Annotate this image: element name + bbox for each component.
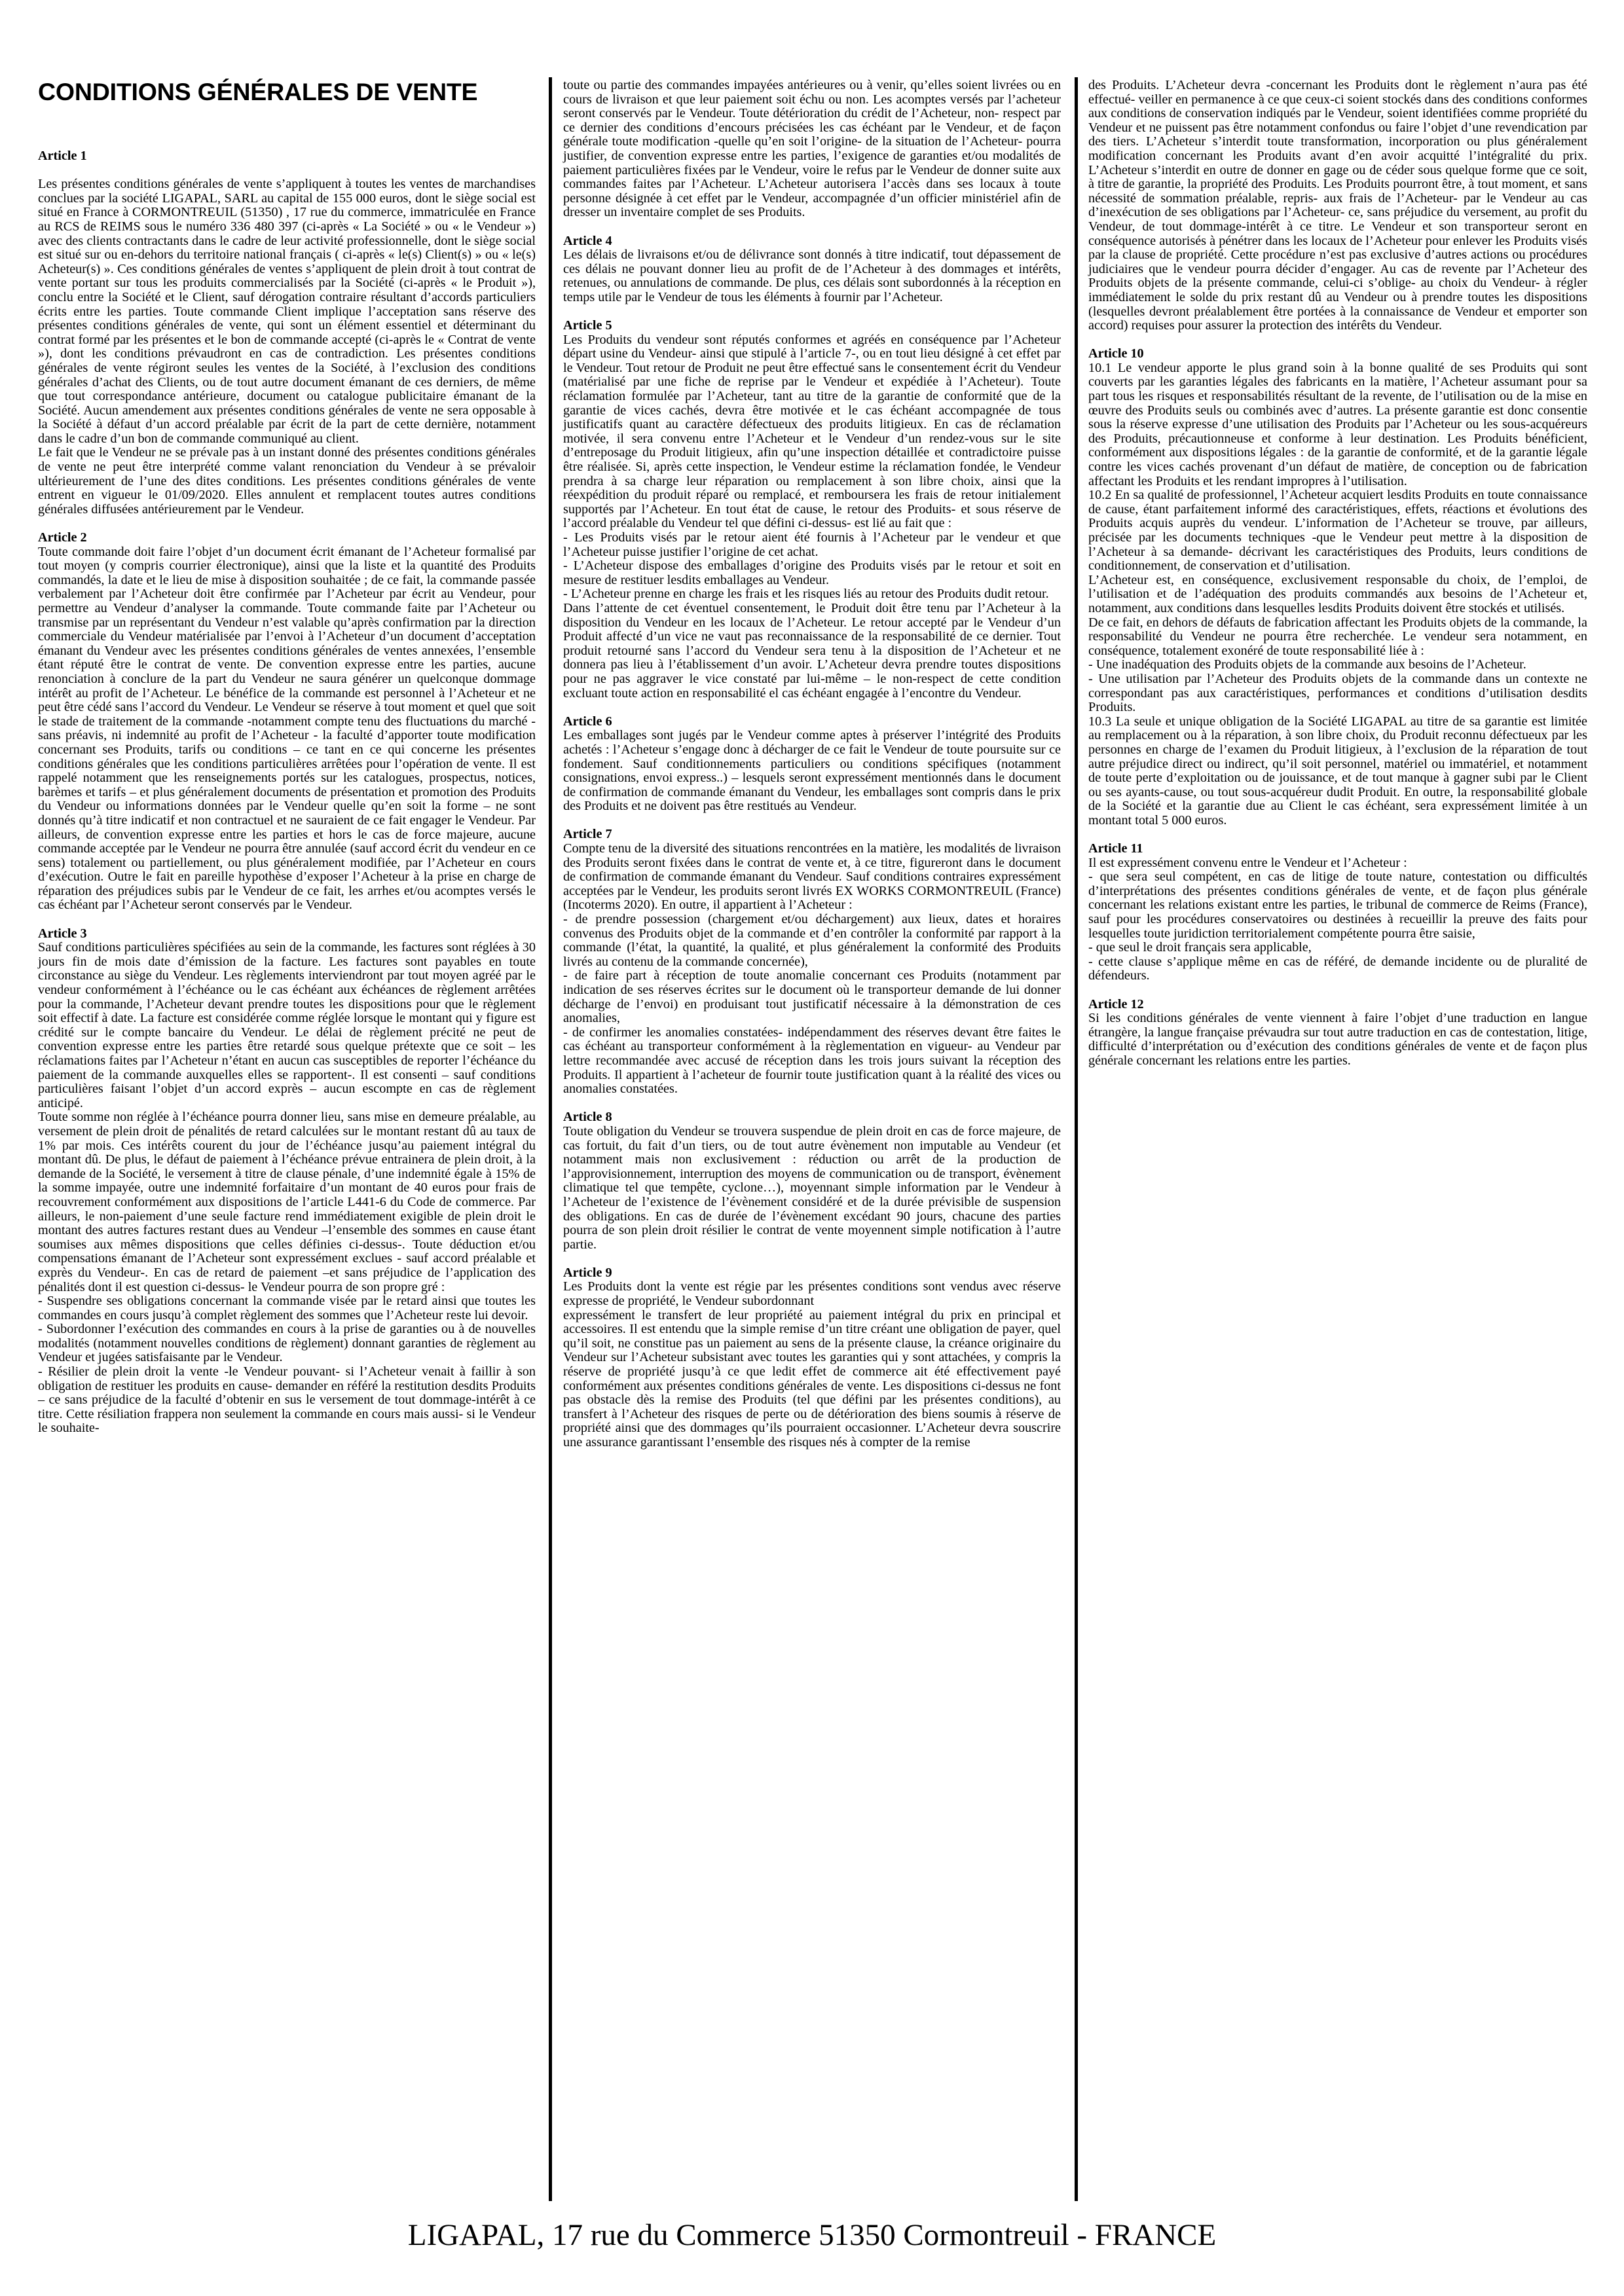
column-divider-1 (549, 77, 552, 2201)
list-item: - que seul le droit français sera applicable, (1088, 940, 1312, 955)
article-paragraph: Les Produits dont la vente est régie par les présentes conditions sont vendus avec réserve expresse de propriété, le Vendeur subordonnant (563, 1279, 1061, 1309)
list-item: - L’Acheteur prenne en charge les frais et les risques liés au retour des Produits dudit retour. (563, 587, 1049, 602)
list-item: - Les Produits visés par le retour aient été fournis à l’Acheteur par le vendeur et que l’Acheteur puisse justifier l’origine de cet achat. (563, 530, 1061, 559)
column-3-articles (1088, 79, 1587, 1068)
article-paragraph: Les délais de livraisons et/ou de délivrance sont donnés à titre indicatif, tout dépassement de ces délais ne pouvant donner lieu au profit de de l’Acheteur à des dommages et intérêts, retenues, ou annulations de commande. De plus, ces délais sont subordonnés à la réception en temps utile par le Vendeur de tous les éléments à fournir par l’Acheteur. (563, 247, 1061, 304)
article-paragraph: Toute obligation du Vendeur se trouvera suspendue de plein droit en cas de force majeure, de cas fortuit, du fait d’un tiers, ou de tout autre évènement non imputable au Vendeur (et notamment mais non exclusivement : réduction ou arrêt de la production de l’approvisionnement, interruption des moyens de communication ou de transport, évènement climatique tel que tempête, cyclone…), moyennant simple information par le Vendeur à l’Acheteur de l’existence de l’évènement considéré et de la durée prévisible de suspension des obligations. En cas de durée de l’évènement excédant 90 jours, chacune des parties pourra de son plein droit résilier le contrat de vente moyennent simple notification à l’autre partie. (563, 1123, 1061, 1252)
article-paragraph: Si les conditions générales de vente viennent à faire l’objet d’une traduction en langue étrangère, la langue française prévaudra sur tout autre traduction en cas de contestation, litige, difficulté d’interprétation ou d’exécution des conditions générales de vente et de façon plus générale concernant les relations entre les parties. (1088, 1011, 1587, 1068)
article-12 (1088, 998, 1587, 1068)
article-paragraph: Compte tenu de la diversité des situations rencontrées en la matière, les modalités de livraison des Produits seront fixées dans le contrat de vente et, à ce titre, figureront dans le document de confirmation de commande émanant du Vendeur. Sauf conditions contraires expressément acceptées par le Vendeur, les produits seront livrés EX WORKS CORMONTREUIL (France) (Incoterms 2020). En outre, il appartient à l’Acheteur : (563, 841, 1061, 913)
column-2-articles (563, 79, 1061, 1450)
article-heading: Article 10 (1088, 346, 1144, 361)
article-3 (38, 927, 536, 1436)
list-item: - Suspendre ses obligations concernant la commande visée par le retard ainsi que toutes les commandes en cours jusqu’à complet règlement des sommes que l’Acheteur reste lui devoir. (38, 1294, 536, 1322)
article-paragraph: 10.3 La seule et unique obligation de la Société LIGAPAL au titre de sa garantie est limitée au remplacement ou à la réparation, à son libre choix, du Produit reconnu défectueux par les personnes en charge de l’examen du Produit litigieux, à l’exclusion de la réparation de tout autre préjudice direct ou indirect, qu’il soit personnel, matériel ou immatériel, et notamment de toute perte d’exploitation ou de jouissance, et de tout manque à gagner subi par le Client ou ses ayants-cause, ou tout sous-acquéreur dudit Produit. En outre, la responsabilité globale de la Société et la garantie due au Client le cas échéant, sera expressément limitée à un montant total 5 000 euros. (1088, 714, 1587, 828)
article-paragraph: Le fait que le Vendeur ne se prévale pas à un instant donné des présentes conditions générales de vente ne peut être interprété comme valant renonciation du Vendeur à se prévaloir ultérieurement de l’une des dites conditions. Les présentes conditions générales de vente entrent en vigueur le 01/09/2020. Elles annulent et remplacent toutes autres conditions générales diffusées antérieurement par le Vendeur. (38, 445, 536, 517)
article-heading: Article 8 (563, 1110, 612, 1125)
article-heading: Article 4 (563, 233, 612, 248)
article-paragraph: Il est expressément convenu entre le Vendeur et l’Acheteur : (1088, 855, 1407, 870)
document-title: CONDITIONS GÉNÉRALES DE VENTE (38, 78, 478, 105)
article-paragraph: Sauf conditions particulières spécifiées au sein de la commande, les factures sont réglées à 30 jours fin de mois date d’émission de la facture. Les factures sont payables en toute circonstance au siège du Vendeur. Les règlements interviendront par tout moyen agréé par le vendeur conformément à l’échéance ou le cas échéant aux échéances de règlement arrêtées pour la commande, l’Acheteur devant prendre toutes les dispositions pour que le règlement soit effectif à date. La facture est considérée comme réglée lorsque le montant qui y figure est crédité sur le compte bancaire du Vendeur. Le délai de règlement précité ne peut de convention expresse entre les parties être retardé sous quelque prétexte que ce soit – les réclamations faites par l’Acheteur n’étant en aucun cas susceptibles de reporter l’échéance du paiement de la commande auxquelles elles se rapportent-. Il est consenti – sauf conditions particulières faisant l’objet d’un accord exprès – aucun escompte en cas de règlement anticipé. (38, 940, 536, 1110)
article-paragraph: Toute commande doit faire l’objet d’un document écrit émanant de l’Acheteur formalisé par tout moyen (y compris courrier électronique), ainsi que la liste et la quantité des Produits commandés, la date et le lieu de mise à disposition souhaitée ; de ce fait, la commande passée verbalement par l’Acheteur doit être confirmée par l’Acheteur par écrit au Vendeur, pour permettre au Vendeur d’analyser la commande. Toute commande faite par l’Acheteur ou transmise par un représentant du Vendeur n’est valable qu’après confirmation par la direction commerciale du Vendeur matérialisée par l’envoi à l’Acheteur d’un document d’acceptation émanant du Vendeur avec les présentes conditions générales de ventes annexées, l’ensemble étant réputé être le contrat de vente. De convention expresse entre les parties, aucune renonciation à conclure de la part du Vendeur ne saura générer un quelconque dommage intérêt au profit de l’Acheteur. Le bénéfice de la commande est personnel à l’Acheteur et ne peut être cédé sans l’accord du Vendeur. Le Vendeur se réserve à tout moment et quel que soit le stade de traitement de la commande -notamment compte tenu des fluctuations du marché -sans préavis, ni indemnité au profit de l’Acheteur - la faculté d’apporter toute modification concernant ses Produits, tarifs ou conditions – ce tant en ce qui concerne les présentes conditions générales que les conditions particulières arrêtées pour l’opération de vente. Il est rappelé notamment que les renseignements portés sur les catalogues, prospectus, notices, barèmes et tarifs – et plus généralement documents de présentation et promotion des Produits du Vendeur ou informations données par le Vendeur quelle qu’en soit la forme – ne sont donnés qu’à titre indicatif et non contractuel et ne sauraient de ce fait engager le Vendeur. Par ailleurs, de convention expresse entre les parties et hors le cas de force majeure, aucune commande acceptée par le Vendeur ne pourra être annulée (sauf accord écrit du vendeur en ce sens) totalement ou partiellement, ou plus généralement modifiée, par l’Acheteur en cours d’exécution. Outre le fait en pareille hypothèse d’exposer l’Acheteur à la prise en charge de réparation des préjudices subis par le Vendeur de ce fait, les arrhes et/ou acomptes versés le cas échéant par l’Acheteur seront conservés par le Vendeur. (38, 544, 536, 913)
list-item: - Une inadéquation des Produits objets de la commande aux besoins de l’Acheteur. (1088, 657, 1526, 672)
article-continuation (563, 79, 1061, 220)
article-paragraph: expressément le transfert de leur propriété au paiement intégral du prix en principal et accessoires. Il est entendu que la simple remise d’un titre créant une obligation de payer, quel qu’il soit, ne constitue pas un paiement au sens de la présente clause, la créance originaire du Vendeur sur l’Acheteur subsistant avec toutes les garanties qui y sont attachées, y compris la réserve de propriété jusqu’à ce que ledit effet de commerce ait été effectivement payé conformément aux présentes conditions générales de vente. Les dispositions ci-dessus ne font pas obstacle dès la remise des Produits (tel que défini par les présentes conditions), au transfert à l’Acheteur des risques de perte ou de détérioration des biens soumis à réserve de propriété ainsi que des dommages qu’ils pourraient occasionner. L’Acheteur devra souscrire une assurance garantissant l’ensemble des risques nés à compter de la remise (563, 1307, 1061, 1449)
article-5 (563, 319, 1061, 701)
list-item: - Résilier de plein droit la vente -le Vendeur pouvant- si l’Acheteur venait à faillir à son obligation de restituer les produits en cause- demander en référé la restitution desdits Produits – ce sans préjudice de la faculté d’obtenir en sus le versement de tout dommage-intérêt à ce titre. Cette résiliation frappera non seulement la commande en cours mais aussi- si le Vendeur le souhaite- (38, 1364, 536, 1436)
article-heading: Article 7 (563, 827, 612, 842)
list-item: - Une utilisation par l’Acheteur des Produits objets de la commande dans un contexte ne correspondant pas aux caractéristiques, performances et conditions d’utilisation desdits Produits. (1088, 671, 1587, 715)
article-8 (563, 1110, 1061, 1252)
column-3 (1088, 79, 1587, 1082)
article-heading: Article 6 (563, 714, 612, 729)
list-item: - de prendre possession (chargement et/ou déchargement) aux lieux, dates et horaires convenus des Produits objet de la commande et d’en contrôler la conformité par rapport à la commande (l’état, la quantité, la qualité, et plus généralement la conformité des Produits livrés au contenu de la commande concernée), (563, 912, 1061, 969)
article-heading: Article 11 (1088, 841, 1143, 856)
article-6 (563, 715, 1061, 814)
column-divider-2 (1075, 77, 1078, 2201)
article-paragraph: 10.1 Le vendeur apporte le plus grand soin à la bonne qualité de ses Produits qui sont couverts par les garanties légales des fabricants en la matière, l’Acheteur assumant pour sa part tous les risques et responsabilités résultant de la revente, de l’utilisation ou de la mise en œuvre des Produits seuls ou combinés avec d’autres. La présente garantie est donc consentie sous la réserve expresse d’une utilisation des Produits par l’Acheteur ou les sous-acquéreurs des Produits, précautionneuse et conforme à leur destination. Les Produits bénéficient, conformément aux dispositions légales : de la garantie de conformité, et de la garantie légale contre les vices cachés provenant d’un défaut de matière, de conception ou de fabrication affectant les Produits et les rendant impropres à l’utilisation. (1088, 360, 1587, 488)
list-item: - de faire part à réception de toute anomalie concernant ces Produits (notamment par indication de ses réserves écrites sur le document où le transporteur demande de lui donner décharge de l’envoi) en produisant tout justificatif nécessaire à la démonstration de ces anomalies, (563, 968, 1061, 1026)
article-paragraph: des Produits. L’Acheteur devra -concernant les Produits dont le règlement n’aura pas été effectué- veiller en permanence à ce que ceux-ci soient stockés dans des conditions conformes aux conditions de conservation indiqués par le Vendeur, soient identifiées comme propriété du Vendeur et ne puissent pas être notamment confondus ou faire l’objet d’une revendication par des tiers. L’Acheteur s’interdit toute transformation, incorporation ou plus généralement modification concernant les Produits avant d’en avoir acquitté l’intégralité du prix. L’Acheteur s’interdit en outre de donner en gage ou de céder sous quelque forme que ce soit, à titre de garantie, la propriété des Produits. Les Produits pourront être, à tout moment, et sans nécessité de sommation préalable, repris- aux frais de l’Acheteur- par le Vendeur au cas d’inexécution de ses obligations par l’Acheteur- ce, sans préjudice du versement, au profit du Vendeur, de tout dommage-intérêt à ce titre. Le Vendeur et son transporteur seront en conséquence autorisés à pénétrer dans les locaux de l’Acheteur pour enlever les Produits visés par la clause de propriété. Cette procédure n’est pas exclusive d’autres actions ou procédures judiciaires que le vendeur pourra décider d’engager. Au cas de revente par l’Acheteur des Produits objets de la présente commande, celui-ci s’oblige- au choix du Vendeur- à régler immédiatement le solde du prix restant dû au Vendeur ou à prendre toutes les dispositions (lesquelles devront préalablement être portées à la connaissance de Vendeur et emporter son accord) requises pour assurer la protection des intérêts du Vendeur. (1088, 78, 1587, 333)
article-2 (38, 531, 536, 913)
article-paragraph: Les emballages sont jugés par le Vendeur comme aptes à préserver l’intégrité des Produits achetés : l’Acheteur s’engage donc à décharger de ce fait le Vendeur de toute poursuite sur ce fondement. Sauf conditionnements particuliers ou conditions spécifiques (notamment consignations, envoi express..) – lesquels seront expressément mentionnés dans le document de confirmation de commande émanant du Vendeur, les emballages sont compris dans le prix des Produits et ne doivent pas être restitués au Vendeur. (563, 728, 1061, 814)
article-paragraph: Toute somme non réglée à l’échéance pourra donner lieu, sans mise en demeure préalable, au versement de plein droit de pénalités de retard calculées sur le montant restant dû au taux de 1% par mois. Ces intérêts courent du jour de l’échéance jusqu’au paiement intégral du montant dû. De plus, le défaut de paiement à l’échéance prévue entrainera de plein droit, à la demande de la Société, le versement à titre de clause pénale, d’une indemnité égale à 15% de la somme impayée, outre une indemnité forfaitaire d’un montant de 40 euros pour frais de recouvrement conformément aux dispositions de l’article L441-6 du Code de commerce. Par ailleurs, le non-paiement d’une seule facture rend immédiatement exigible de plein droit le montant des autres factures restant dues au Vendeur –l’ensemble des sommes en cause étant soumises aux mêmes dispositions que celles définies ci-dessus-. Toute déduction et/ou compensations émanant de l’Acheteur sont expressément exclues - sauf accord préalable et exprès du Vendeur-. En cas de retard de paiement –et sans préjudice de l’application des pénalités dont il est question ci-dessus- le Vendeur pourra de son propre gré : (38, 1110, 536, 1294)
article-1 (38, 149, 536, 517)
article-heading: Article 3 (38, 926, 87, 941)
list-item: - que sera seul compétent, en cas de litige de toute nature, contestation ou difficultés d’interprétations des présentes conditions générales de vente, et de façon plus générale concernant les relations existant entre les parties, le tribunal de commerce de Reims (France), sauf pour les procédures conservatoires ou destinées à recueillir la preuve des faits pour lesquelles toute juridiction territorialement compétente pourra être saisie, (1088, 869, 1587, 941)
article-11 (1088, 842, 1587, 983)
article-paragraph: L’Acheteur est, en conséquence, exclusivement responsable du choix, de l’emploi, de l’utilisation et de l’adéquation des produits commandés aux besoins de l’Acheteur et, notamment, aux conditions dans lesquelles lesdits Produits doivent être stockés et utilisés. (1088, 572, 1587, 615)
column-1 (38, 65, 536, 1450)
list-item: - cette clause s’applique même en cas de référé, de demande incidente ou de pluralité de défendeurs. (1088, 954, 1587, 983)
list-item: - Subordonner l’exécution des commandes en cours à la prise de garanties ou à de nouvelles modalités (notamment nouvelles conditions de règlement) donnant garanties de règlement au Vendeur et jugées satisfaisante par le Vendeur. (38, 1322, 536, 1365)
column-2 (563, 79, 1061, 1464)
article-paragraph: toute ou partie des commandes impayées antérieures ou à venir, qu’elles soient livrées ou en cours de livraison et que leur paiement soit échu ou non. Les acomptes versés par l’acheteur seront conservés par le Vendeur. Toute détérioration du crédit de l’Acheteur, non- respect par ce dernier des conditions d’encours précisées les cas échéant par le Vendeur, et de façon générale toute modification -quelle qu’en soit l’origine- de la situation de l’Acheteur- pourra justifier, de convention expresse entre les parties, l’exigence de garanties et/ou modalités de paiement particulières fixées par le Vendeur, voire le refus par le Vendeur de donner suite aux commandes faites par l’Acheteur. L’Acheteur autorisera l’accès dans ses locaux à toute personne désignée à cet effet par le Vendeur, accompagnée d’un officier ministériel afin de dresser un inventaire complet de ses Produits. (563, 78, 1061, 220)
article-continuation (1088, 79, 1587, 333)
article-10 (1088, 347, 1587, 828)
footer-address: LIGAPAL, 17 rue du Commerce 51350 Cormontreuil - FRANCE (407, 2218, 1217, 2252)
article-heading: Article 1 (38, 149, 87, 163)
article-9 (563, 1266, 1061, 1450)
article-heading: Article 12 (1088, 996, 1144, 1011)
article-paragraph: 10.2 En sa qualité de professionnel, l’Acheteur acquiert lesdits Produits en toute connaissance de cause, étant parfaitement informé des caractéristiques, effets, réactions et évolutions des Produits acquis auprès du vendeur. L’information de l’Acheteur se trouve, par ailleurs, précisée par les documents techniques -que le Vendeur peut mettre à la disposition de l’Acheteur à sa demande- décrivant les caractéristiques des Produits, leurs conditions de conditionnement, de conservation et d’utilisation. (1088, 488, 1587, 574)
article-paragraph: De ce fait, en dehors de défauts de fabrication affectant les Produits objets de la commande, la responsabilité du Vendeur ne pourra être recherchée. Le vendeur sera notamment, en conséquence, totalement exonéré de toute responsabilité liée à : (1088, 615, 1587, 658)
list-item: - L’Acheteur dispose des emballages d’origine des Produits visés par le retour et soit en mesure de restituer lesdits emballages au Vendeur. (563, 558, 1061, 587)
article-paragraph: Dans l’attente de cet éventuel consentement, le Produit doit être tenu par l’Acheteur à la disposition du Vendeur en les locaux de l’Acheteur. Le retour accepté par le Vendeur d’un Produit affecté d’un vice ne vaut pas reconnaissance de la responsabilité de ce dernier. Tout produit retourné sans l’accord du Vendeur sera tenu à la disposition de l’Acheteur et ne donnera pas lieu à l’établissement d’un avoir. L’Acheteur devra prendre toutes dispositions pour ne pas aggraver le vice constaté par lui-même – le non-respect de cette condition excluant toute action en responsabilité el cas échéant engagée à l’encontre du Vendeur. (563, 600, 1061, 701)
article-heading: Article 2 (38, 530, 87, 545)
article-4 (563, 234, 1061, 305)
article-heading: Article 9 (563, 1265, 612, 1280)
column-1-articles (38, 149, 536, 1436)
article-7 (563, 828, 1061, 1096)
list-item: - de confirmer les anomalies constatées- indépendamment des réserves devant être faites le cas échéant au transporteur conformément à la règlementation en vigueur- au Vendeur par lettre recommandée avec accusé de réception dans les trois jours suivant la réception des Produits. Il appartient à l’acheteur de fournir toute justification quant à la réalité des vices ou anomalies constatées. (563, 1025, 1061, 1097)
article-heading: Article 5 (563, 318, 612, 333)
article-paragraph: Les présentes conditions générales de vente s’appliquent à toutes les ventes de marchandises conclues par la société LIGAPAL, SARL au capital de 155 000 euros, dont le siège social est situé en France à CORMONTREUIL (51350) , 17 rue du commerce, immatriculée en France au RCS de REIMS sous le numéro 336 480 397 (ci-après « La Société » ou « le Vendeur ») avec des clients contractants dans le cadre de leur activité professionnelle, dont le siège social est situé sur ou en-dehors du territoire national français ( ci-après « le(s) Client(s) » ou « le(s) Acheteur(s) ». Ces conditions générales de ventes s’appliquent de plein droit à tout contrat de vente portant sur tous les produits commercialisés par la Société (ci-après « le Produit »), conclu entre la Société et le Client, sauf dérogation contraire résultant d’accords particuliers écrits entre les parties. Toute commande Client implique l’acceptation sans réserve des présentes conditions générales de vente, qui sont un élément essentiel et déterminant du contrat formé par les présentes et le bon de commande accepté (ci-après le « Contrat de vente »), dont les conditions prévaudront en cas de contradiction. Les présentes conditions générales de vente régiront seules les ventes de la Société, à l’exclusion des conditions générales d’achat des Clients, ou de tout autre document émanant de ces derniers, de même que tout correspondance antérieure, document ou catalogue publicitaire émanant de la Société. Aucun amendement aux présentes conditions générales de vente ne sera opposable à la Société à défaut d’un accord préalable par écrit de la part de cette dernière, notamment dans le cadre d’un bon de commande communiqué au client. (38, 177, 536, 446)
article-paragraph: Les Produits du vendeur sont réputés conformes et agréés en conséquence par l’Acheteur départ usine du Vendeur- ainsi que stipulé à l’article 7-, ou en tout lieu désigné à cet effet par le Vendeur. Tout retour de Produit ne peut être effectué sans le consentement écrit du Vendeur (matérialisé par une fiche de reprise par le Vendeur et expédiée à l’Acheteur). Toute réclamation formulée par l’Acheteur, tant au titre de la garantie de conformité que de la garantie de vices cachés, devra être motivée et le cas échéant accompagnée de tous justificatifs quant au caractère défectueux des produits litigieux. En cas de réclamation motivée, il sera convenu entre l’Acheteur et le Vendeur d’un rendez-vous sur le site d’entreposage du Produit litigieux, afin qu’une inspection détaillée et contradictoire puisse être réalisée. Si, après cette inspection, le Vendeur estime la réclamation fondée, le Vendeur prendra à sa charge leur réparation ou remplacement à son libre choix, ainsi que la réexpédition du produit réparé ou remplacé, et remboursera les frais de retour initialement supportés par l’Acheteur. En tout état de cause, le retour des Produits- et sous réserve de l’accord préalable du Vendeur tel que défini ci-dessus- est lié au fait que : (563, 332, 1061, 531)
